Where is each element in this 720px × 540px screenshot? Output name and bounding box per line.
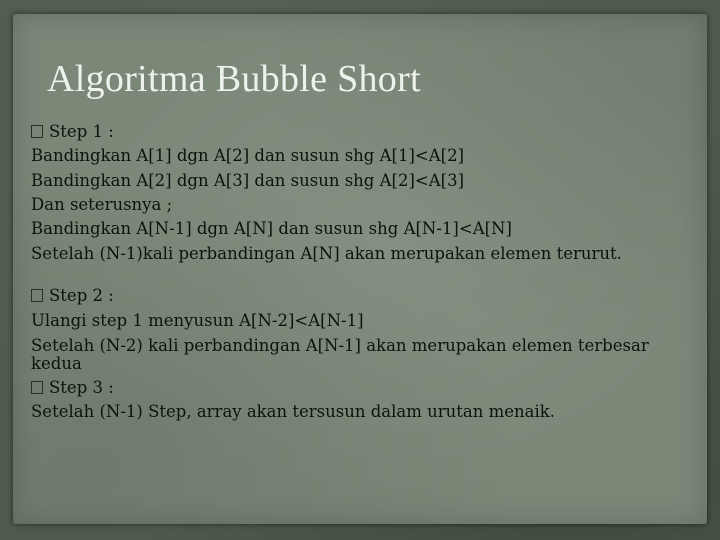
bullet-box-icon [31,381,43,394]
step-1-heading [31,120,671,144]
line-text: Bandingkan A[1] dgn A[2] dan susun shg A[1]<A[2] [31,146,465,166]
slide-body [31,120,671,425]
line-text: Step 3 : [49,378,114,398]
line-text: Setelah (N-1) Step, array akan tersusun dalam urutan menaik. [31,402,556,422]
step-3-heading [31,376,671,400]
body-line [31,169,671,193]
slide-title: Algoritma Bubble Short [47,58,421,100]
line-text: Dan seterusnya ; [31,194,173,214]
line-text: Step 1 : [49,122,114,141]
body-line [31,309,671,333]
bullet-box-icon [31,289,43,302]
body-line [31,144,671,168]
body-line [31,400,671,424]
body-line [31,217,671,241]
line-text: Step 2 : [49,286,114,306]
line-text: Bandingkan A[N-1] dgn A[N] dan susun shg A[N-1]<A[N] [31,219,512,239]
bullet-box-icon [31,125,43,138]
line-text: Setelah (N-2) kali perbandingan A[N-1] akan merupakan elemen terbesar kedua [31,336,649,374]
step-2-heading [31,284,671,308]
line-text: Bandingkan A[2] dgn A[3] dan susun shg A[2]<A[3] [31,170,465,190]
body-line [31,241,671,284]
line-text: Ulangi step 1 menyusun A[N-2]<A[N-1] [31,310,364,330]
line-text: Setelah (N-1)kali perbandingan A[N] akan merupakan elemen terurut. [31,244,622,264]
body-line [31,333,671,376]
body-line [31,193,671,217]
